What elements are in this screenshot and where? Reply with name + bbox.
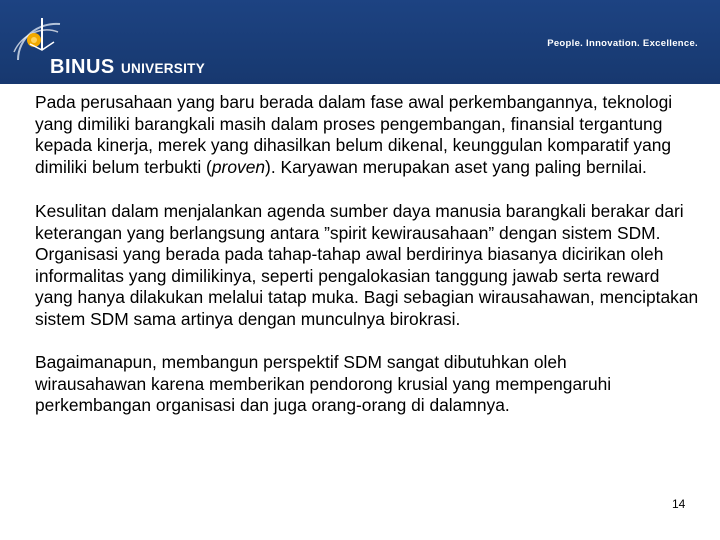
logo-brand-text: BINUS — [50, 56, 115, 78]
header-banner — [0, 0, 720, 84]
paragraph-1-text-a: Pada perusahaan yang baru berada dalam fase awal perkembangannya, teknologi yang dimiliki barangkali masih dalam proses pengembangan, finansial tergantung kepada kinerja, merek yang dihasilkan belum dikenal, keunggulan komparatif yang dimiliki belum terbukti ( — [35, 92, 673, 177]
binus-logo — [12, 12, 212, 78]
paragraph-1-italic: proven — [211, 156, 266, 177]
slide-body — [35, 92, 700, 417]
paragraph-1 — [35, 92, 700, 178]
paragraph-2: Kesulitan dalam menjalankan agenda sumber daya manusia barangkali berakar dari keterangan yang berlangsung antara ”spirit kewirausahaan” dengan sistem SDM. Organisasi yang berada pada tahap-tahap awal berdirinya biasanya dicirikan oleh informalitas yang dimilikinya, seperti pengalokasian tanggung jawab serta reward yang hanya dilakukan melalui tatap muka. Bagi sebagian wirausahawan, menciptakan sistem SDM sama artinya dengan munculnya birokrasi. — [35, 201, 699, 329]
paragraph-3: Bagaimanapun, membangun perspektif SDM sangat dibutuhkan oleh wirausahawan karena memberikan pendorong krusial yang mempengaruhi perkembangan organisasi dan juga orang-orang di dalamnya. — [35, 352, 612, 415]
page-number: 14 — [672, 497, 686, 511]
tagline: People. Innovation. Excellence. — [547, 38, 698, 49]
logo-university-text: UNIVERSITY — [121, 61, 206, 76]
paragraph-1-text-b: ). Karyawan merupakan aset yang paling bernilai. — [265, 156, 647, 177]
